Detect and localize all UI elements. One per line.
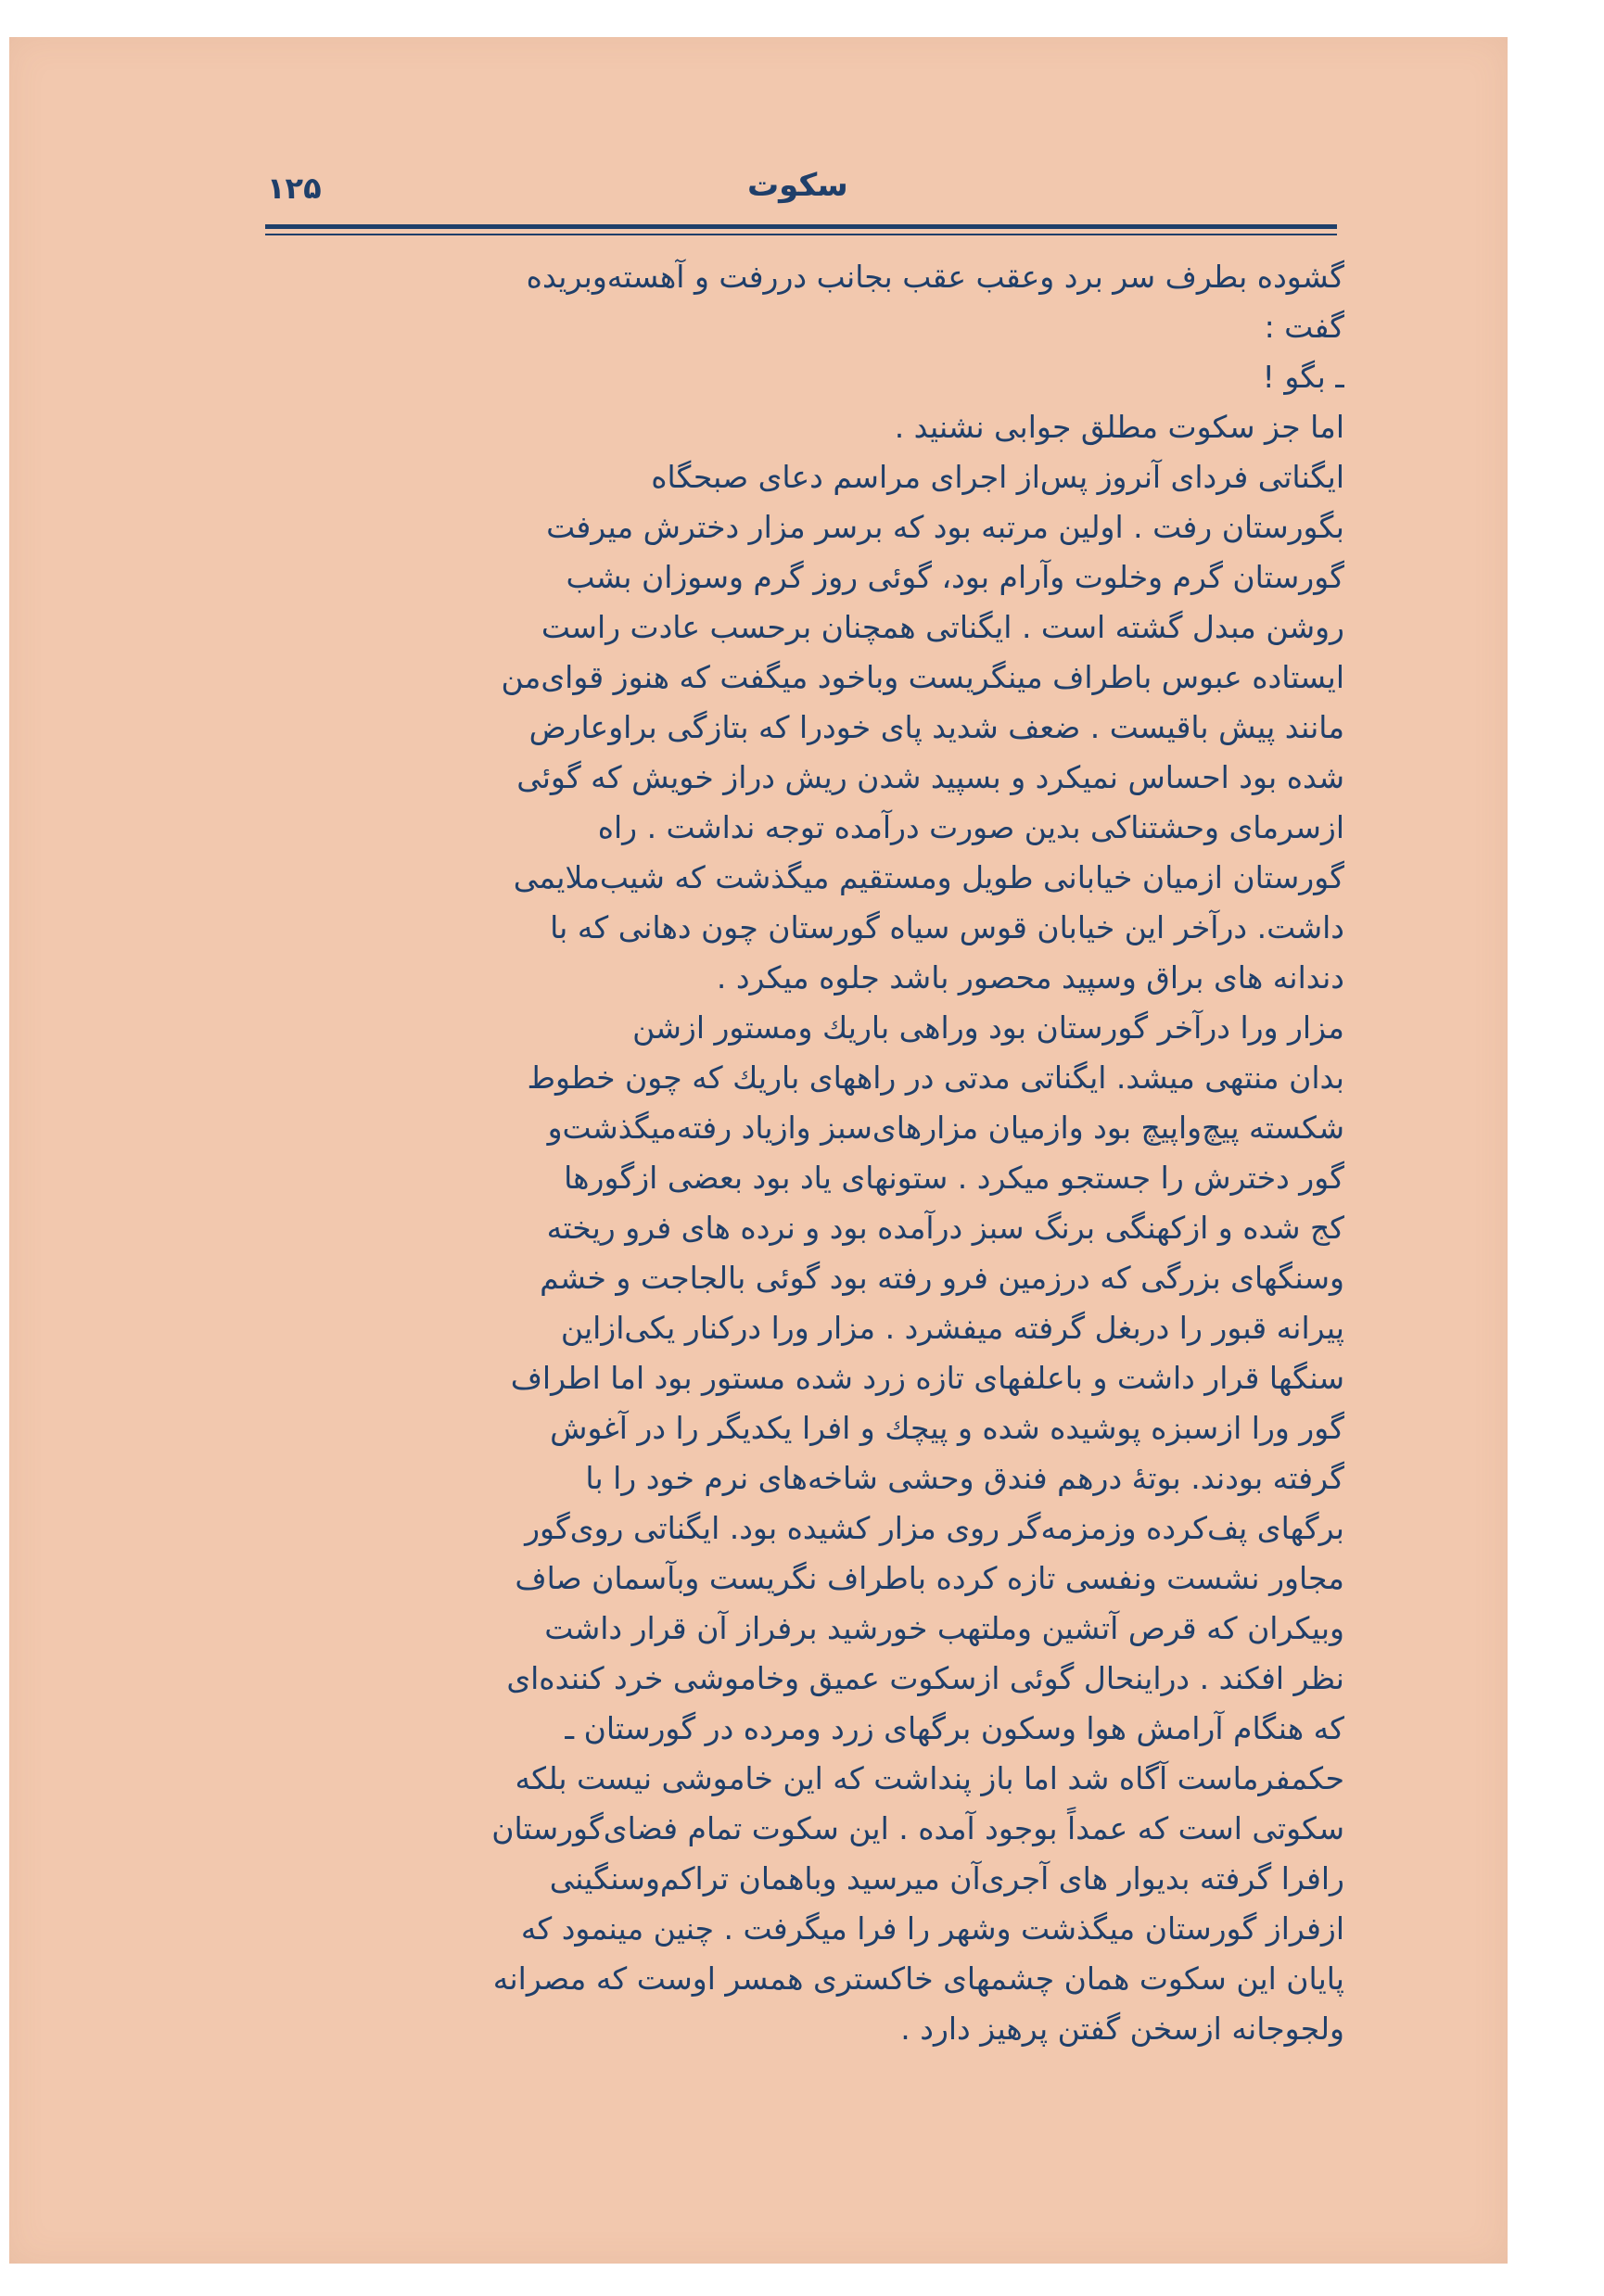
text-line: اما جز سکوت مطلق جوابی نشنید . <box>894 409 1344 445</box>
text-line: گور دخترش را جستجو میکرد . ستونهای یاد بود بعضی ازگورها <box>564 1160 1344 1196</box>
text-line: مانند پیش باقیست . ضعف شدید پای خودرا که بتازگی براوعارض <box>528 709 1344 745</box>
text-line: ـ بگو ! <box>1262 359 1344 395</box>
text-line: گشوده بطرف سر برد وعقب عقب بجانب دررفت و آهسته‌وبریده <box>526 259 1344 295</box>
text-line: برگهای پف‌کرده وزمزمه‌گر روی مزار کشیده بود. ایگناتی روی‌گور <box>525 1510 1344 1546</box>
text-line: گورستان ازمیان خیابانی طویل ومستقیم میگذشت که شیب‌ملایمی <box>513 859 1344 895</box>
text-line: کج شده و ازکهنگی برنگ سبز درآمده بود و نرده های فرو ریخته <box>546 1210 1344 1246</box>
header-rule-thin <box>265 234 1337 235</box>
text-line: دندانه های براق وسپید محصور باشد جلوه میکرد . <box>716 959 1344 996</box>
header-rule-thick <box>265 224 1337 229</box>
text-line: نظر افکند . دراینحال گوئی ازسکوت عمیق وخاموشی خرد کننده‌ای <box>506 1660 1344 1696</box>
text-line: مزار ورا درآخر گورستان بود وراهی باریك ومستور ازشن <box>632 1009 1344 1046</box>
text-line: گور ورا ازسبزه پوشیده شده و پیچك و افرا یکدیگر را در آغوش <box>550 1410 1344 1446</box>
text-line: وسنگهای بزرگی که درزمین فرو رفته بود گوئی بالجاجت و خشم <box>540 1260 1344 1296</box>
page-number: ۱۲۵ <box>267 171 322 206</box>
text-line: ایگناتی فردای آنروز پس‌از اجرای مراسم دعای صبحگاه <box>651 459 1344 495</box>
text-line: ایستاده عبوس باطراف مینگریست وباخود میگفت که هنوز قوای‌من <box>501 659 1344 695</box>
text-line: گورستان گرم وخلوت وآرام بود، گوئی روز گرم وسوزان بشب <box>566 559 1344 595</box>
text-line: ازفراز گورستان میگذشت وشهر را فرا میگرفت . چنین مینمود که <box>520 1910 1344 1947</box>
text-line: گفت : <box>1264 309 1344 345</box>
text-line: گرفته بودند. بوتهٔ درهم فندق وحشی شاخه‌های نرم خود را با <box>585 1460 1344 1496</box>
body-text <box>260 252 1344 2054</box>
text-line: وبیکران که قرص آتشین وملتهب خورشید برفراز آن قرار داشت <box>544 1610 1344 1646</box>
text-line: مجاور نشست ونفسی تازه کرده باطراف نگریست وبآسمان صاف <box>515 1560 1344 1596</box>
text-line: داشت. درآخر این خیابان قوس سیاه گورستان چون دهانی که با <box>550 909 1344 945</box>
text-line: پایان این سکوت همان چشمهای خاکستری همسر اوست که مصرانه <box>492 1960 1344 1997</box>
page-header <box>0 167 1604 222</box>
text-line: رافرا گرفته بدیوار های آجری‌آن میرسید وباهمان تراکم‌وسنگینی <box>549 1860 1344 1896</box>
text-line: شکسته پیچ‌واپیچ بود وازمیان مزارهای‌سبز وازیاد رفته‌میگذشت‌و <box>547 1110 1344 1146</box>
text-line: ولجوجانه ازسخن گفتن پرهیز دارد . <box>900 2011 1344 2047</box>
text-line: ازسرمای وحشتناکی بدین صورت درآمده توجه نداشت . راه <box>597 809 1344 845</box>
text-line: بدان منتهی میشد. ایگناتی مدتی در راههای باریك که چون خطوط <box>527 1059 1344 1096</box>
text-line: سکوتی است که عمداً بوجود آمده . این سکوت تمام فضای‌گورستان <box>491 1810 1344 1846</box>
text-line: که هنگام آرامش هوا وسکون برگهای زرد ومرده در گورستان ـ <box>565 1710 1344 1746</box>
text-line: شده بود احساس نمیکرد و بسپید شدن ریش دراز خویش که گوئی <box>516 759 1344 795</box>
text-line: سنگها قرار داشت و باعلفهای تازه زرد شده مستور بود اما اطراف <box>510 1360 1344 1396</box>
text-line: پیرانه قبور را دربغل گرفته میفشرد . مزار ورا درکنار یکی‌ازاین <box>560 1310 1344 1346</box>
text-line: حکمفرماست آگاه شد اما باز پنداشت که این خاموشی نیست بلکه <box>515 1760 1344 1796</box>
text-line: بگورستان رفت . اولین مرتبه بود که برسر مزار دخترش میرفت <box>546 509 1344 545</box>
text-line: روشن مبدل گشته است . ایگناتی همچنان برحسب عادت راست <box>541 609 1344 645</box>
running-title: سکوت <box>747 167 848 204</box>
